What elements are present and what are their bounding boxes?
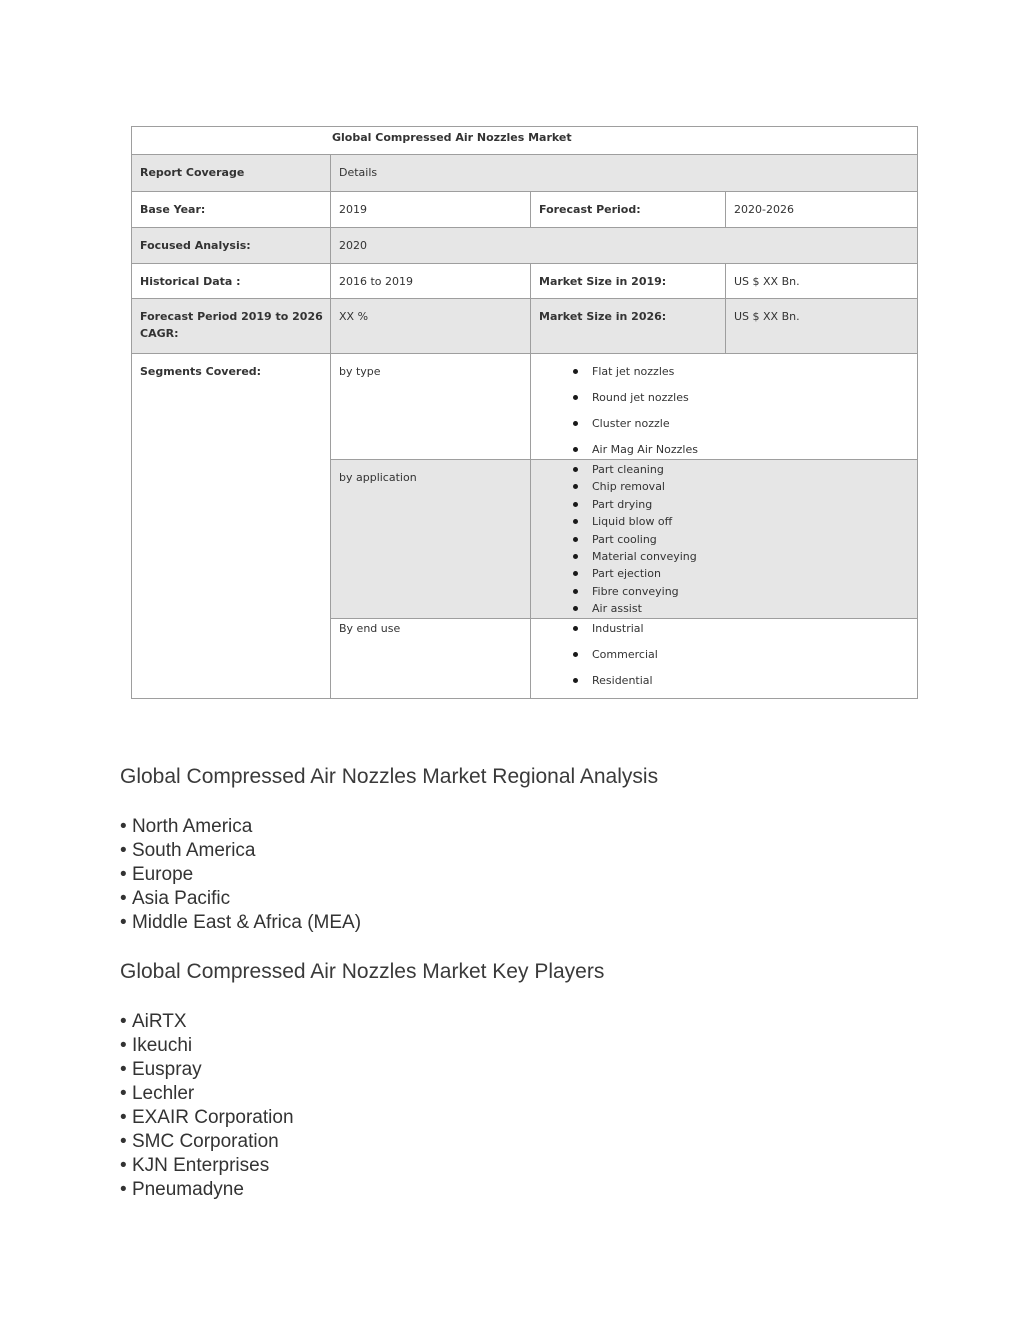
list-item: • Euspray [120,1058,294,1082]
list-item: Air assist [539,600,909,617]
list-item: • Middle East & Africa (MEA) [120,911,361,935]
segment-items-by-end-use [539,620,909,689]
list-item: • Europe [120,863,361,887]
list-item: • EXAIR Corporation [120,1106,294,1130]
table-row [132,299,918,354]
list-item: Air Mag Air Nozzles [539,441,909,458]
table-row [132,155,918,192]
table-row [132,264,918,299]
market-size-2026-value: US $ XX Bn. [726,299,918,354]
segment-items-by-type [539,363,909,458]
details-label: Details [331,155,918,192]
segment-items-by-application [539,461,909,618]
market-size-2019-label: Market Size in 2019: [531,264,726,299]
list-item: Industrial [539,620,909,637]
table-row [132,192,918,228]
list-item: Part cooling [539,531,909,548]
market-size-2026-label: Market Size in 2026: [531,299,726,354]
list-item: Round jet nozzles [539,389,909,406]
segment-items-cell [531,618,918,698]
list-item: Residential [539,672,909,689]
regional-analysis-heading: Global Compressed Air Nozzles Market Regional Analysis [120,765,659,788]
list-item: • AiRTX [120,1010,294,1034]
list-item: • Asia Pacific [120,887,361,911]
list-item: • Pneumadyne [120,1178,294,1202]
list-item: Cluster nozzle [539,415,909,432]
focused-analysis-value: 2020 [331,228,918,264]
list-item: Part cleaning [539,461,909,478]
table-row [132,228,918,264]
segment-items-cell [531,460,918,619]
list-item: Fibre conveying [539,583,909,600]
list-item: • KJN Enterprises [120,1154,294,1178]
forecast-period-value: 2020-2026 [726,192,918,228]
list-item: • North America [120,815,361,839]
list-item: • Lechler [120,1082,294,1106]
list-item: Liquid blow off [539,513,909,530]
forecast-period-label: Forecast Period: [531,192,726,228]
table-row [132,354,918,460]
market-size-2019-value: US $ XX Bn. [726,264,918,299]
list-item: • Ikeuchi [120,1034,294,1058]
key-players-list [120,1010,294,1202]
list-item: Part ejection [539,565,909,582]
historical-data-value: 2016 to 2019 [331,264,531,299]
historical-data-label: Historical Data : [132,264,331,299]
list-item: Chip removal [539,478,909,495]
segment-items-cell [531,354,918,460]
base-year-label: Base Year: [132,192,331,228]
segment-name: by application [331,460,531,619]
table-title-row [132,127,918,155]
market-summary-table [131,126,918,699]
list-item: Flat jet nozzles [539,363,909,380]
table-title: Global Compressed Air Nozzles Market [132,127,918,155]
cagr-label: Forecast Period 2019 to 2026 CAGR: [132,299,331,354]
key-players-heading: Global Compressed Air Nozzles Market Key Players [120,960,605,983]
regional-list [120,815,361,935]
list-item: Material conveying [539,548,909,565]
segment-name: by type [331,354,531,460]
list-item: • SMC Corporation [120,1130,294,1154]
base-year-value: 2019 [331,192,531,228]
report-coverage-label: Report Coverage [132,155,331,192]
list-item: Commercial [539,646,909,663]
list-item: Part drying [539,496,909,513]
focused-analysis-label: Focused Analysis: [132,228,331,264]
list-item: • South America [120,839,361,863]
segments-covered-label: Segments Covered: [132,354,331,699]
segment-name: By end use [331,618,531,698]
cagr-value: XX % [331,299,531,354]
